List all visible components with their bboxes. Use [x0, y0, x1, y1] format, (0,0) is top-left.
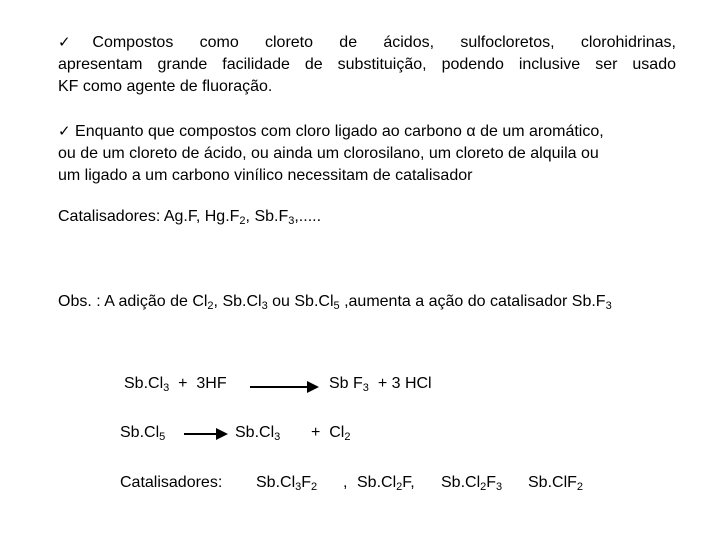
- paragraph-2-line-1: [58, 120, 676, 143]
- catalysts-list: Catalisadores: Ag.F, $Hg.F_2$, $Sb.F_3$,.....: [58, 208, 322, 227]
- catalyst-3: $Sb.Cl_2F_3$: [441, 474, 503, 493]
- reaction-1-products: Sb $F_3 + 3$ HCl: [329, 375, 432, 394]
- checkmark-icon: ✓: [58, 33, 93, 51]
- reaction-arrow-icon: [184, 433, 226, 435]
- catalysts-label: Catalisadores:: [120, 474, 223, 491]
- paragraph-2-line-2: ou de um cloreto de ácido, ou ainda um clorosilano, um cloreto de alquila ou: [58, 145, 599, 162]
- catalyst-separator: ,: [343, 474, 348, 491]
- observation-note: Obs. : A adição de $Cl_2$, $Sb.Cl_3$ ou $Sb.Cl_5$ ,aumenta a ação do catalisador $Sb.F_3$: [58, 293, 612, 312]
- paragraph-catalyst-needed: [58, 120, 676, 187]
- catalyst-2: $Sb.Cl_2F$,: [357, 474, 415, 493]
- catalyst-1: $Sb.Cl_3F_2$: [256, 474, 318, 493]
- reaction-1-reactants: $Sb.Cl_3 + 3HF$: [124, 375, 227, 394]
- paragraph-1-line-2: apresentam grande facilidade de substituição, podendo inclusive ser usado: [58, 56, 676, 73]
- checkmark-icon: ✓: [58, 122, 71, 140]
- p1-line1-word-a: Compostos: [92, 34, 174, 51]
- p1-line1-rest: cloreto de ácidos, sulfocloretos, clorohidrinas,: [265, 34, 677, 51]
- p1-line1-word-b: como: [199, 34, 239, 51]
- paragraph-1-line-3: KF como agente de fluoração.: [58, 78, 273, 95]
- catalyst-4: Sb.ClF$_2$: [528, 474, 584, 493]
- p2-line1-text: Enquanto que compostos com cloro ligado ao carbono α de um aromático,: [70, 123, 604, 140]
- paragraph-2-line-3: um ligado a um carbono vinílico necessitam de catalisador: [58, 167, 473, 184]
- reaction-2-product: $Sb.Cl_3$: [235, 424, 281, 443]
- reaction-2-reactant: $Sb.Cl_5$: [120, 424, 166, 443]
- reaction-arrow-icon: [250, 386, 317, 388]
- paragraph-substitution: [58, 31, 676, 98]
- paragraph-1-line-1: [58, 31, 676, 54]
- reaction-2-byproduct: + $Cl_2$: [311, 424, 351, 443]
